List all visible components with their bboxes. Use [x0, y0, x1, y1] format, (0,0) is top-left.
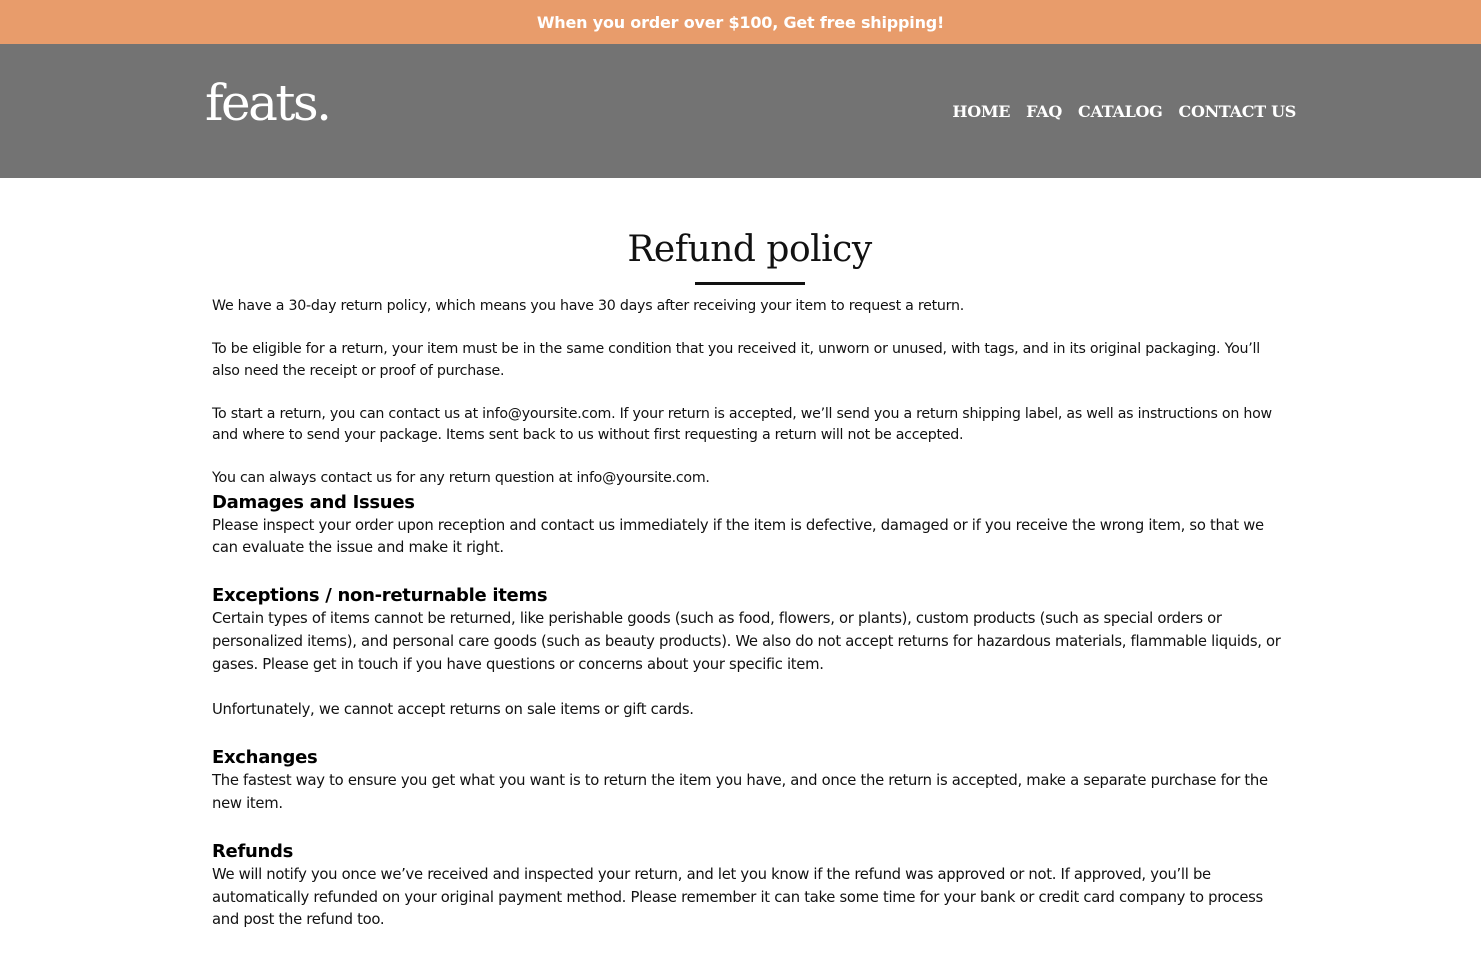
section-heading: Refunds — [212, 840, 294, 862]
nav-faq[interactable]: FAQ — [1026, 102, 1063, 121]
section-damages-and-issues — [212, 491, 1287, 561]
main-content — [212, 228, 1287, 932]
announcement-text: When you order over $100, Get free shipping! — [536, 12, 945, 32]
page-title: Refund policy — [627, 229, 872, 270]
intro-paragraph: To start a return, you can contact us at info@yoursite.com. If your return is accepted, we’ll send you a return shipping label, as well as instructions on how and where to send your package. Items sent back to us without first requesting a return will not be accepted. — [212, 405, 1272, 443]
nav-catalog[interactable]: CATALOG — [1078, 102, 1163, 121]
section-exceptions — [212, 584, 1287, 722]
main-nav — [952, 102, 1296, 121]
nav-home[interactable]: HOME — [952, 102, 1011, 121]
section-paragraph: The fastest way to ensure you get what you want is to return the item you have, and once the return is accepted, make a separate purchase for the new item. — [212, 772, 1268, 813]
title-underline — [695, 282, 805, 285]
intro-paragraph: To be eligible for a return, your item must be in the same condition that you received it, unworn or unused, with tags, and in its original packaging. You’ll also need the receipt or proof of purchase. — [212, 341, 1260, 379]
section-paragraph: Certain types of items cannot be returned, like perishable goods (such as food, flowers, or plants), custom products (such as special orders or personalized items), and personal care goods (such as beauty products). We also do not accept returns for hazardous materials, flammable liquids, or gases. Please get in touch if you have questions or concerns about your specific item. — [212, 610, 1281, 673]
section-paragraph: Unfortunately, we cannot accept returns on sale items or gift cards. — [212, 701, 694, 719]
section-heading: Exchanges — [212, 747, 318, 769]
site-header — [0, 44, 1481, 178]
section-paragraph: Please inspect your order upon reception and contact us immediately if the item is defective, damaged or if you receive the wrong item, so that we can evaluate the issue and make it right. — [212, 516, 1264, 557]
section-paragraph: We will notify you once we’ve received and inspected your return, and let you know if the refund was approved or not. If approved, you’ll be automatically refunded on your original payment method. Please remember it can take some time for your bank or credit card company to process and post the refund too. — [212, 865, 1263, 929]
announcement-bar — [0, 0, 1481, 44]
intro-paragraph: We have a 30-day return policy, which means you have 30 days after receiving your item to request a return. — [212, 298, 964, 314]
section-refunds — [212, 840, 1287, 932]
section-heading: Exceptions / non-returnable items — [212, 585, 548, 607]
nav-contact-us[interactable]: CONTACT US — [1178, 102, 1296, 121]
intro-block — [212, 296, 1287, 490]
site-logo[interactable]: feats. — [205, 74, 330, 132]
section-exchanges — [212, 746, 1287, 816]
section-heading: Damages and Issues — [212, 491, 415, 513]
intro-paragraph: You can always contact us for any return question at info@yoursite.com. — [212, 470, 710, 486]
